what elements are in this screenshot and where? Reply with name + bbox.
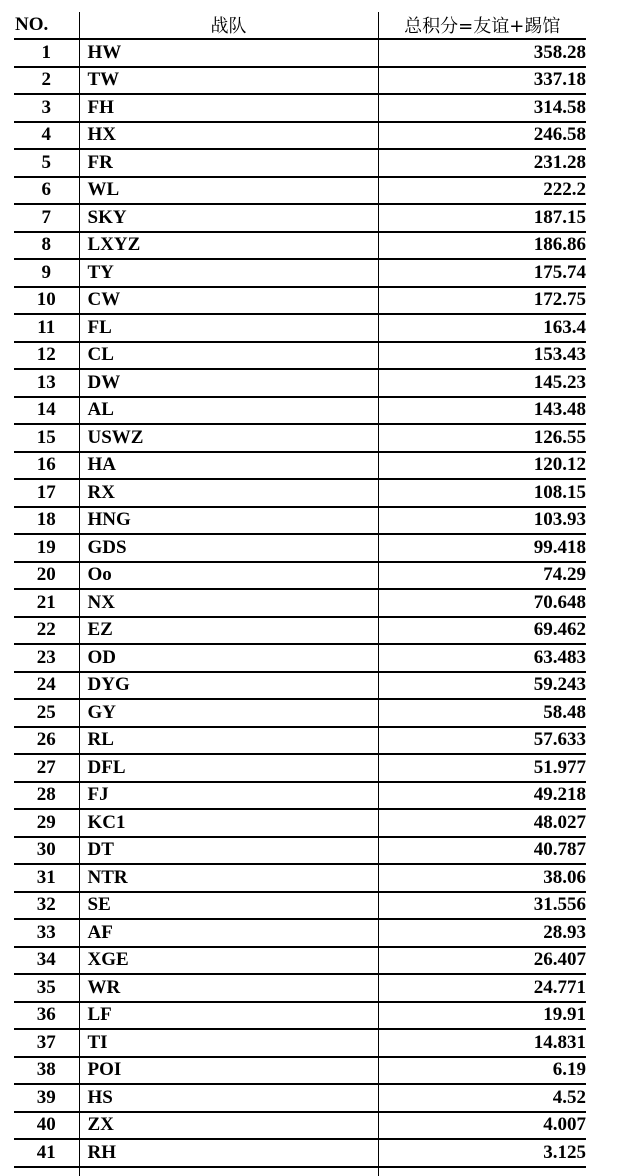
rank-cell: 2 bbox=[14, 67, 79, 95]
score-cell: 40.787 bbox=[378, 837, 586, 865]
score-cell: 57.633 bbox=[378, 727, 586, 755]
score-cell: 6.19 bbox=[378, 1057, 586, 1085]
rank-cell: 19 bbox=[14, 534, 79, 562]
rank-cell: 27 bbox=[14, 754, 79, 782]
table-row bbox=[14, 177, 586, 205]
tail-cell bbox=[79, 1167, 378, 1176]
table-row bbox=[14, 699, 586, 727]
score-cell: 31.556 bbox=[378, 892, 586, 920]
team-cell: XGE bbox=[79, 947, 378, 975]
team-cell: FL bbox=[79, 314, 378, 342]
table-row bbox=[14, 287, 586, 315]
score-cell: 175.74 bbox=[378, 259, 586, 287]
rank-cell: 28 bbox=[14, 782, 79, 810]
table-row bbox=[14, 397, 586, 425]
table-row bbox=[14, 617, 586, 645]
score-cell: 143.48 bbox=[378, 397, 586, 425]
ranking-table bbox=[14, 12, 586, 1176]
score-cell: 59.243 bbox=[378, 672, 586, 700]
table-row bbox=[14, 314, 586, 342]
table-row bbox=[14, 754, 586, 782]
score-cell: 246.58 bbox=[378, 122, 586, 150]
table-row bbox=[14, 562, 586, 590]
team-cell: AL bbox=[79, 397, 378, 425]
table-row bbox=[14, 39, 586, 67]
team-cell: WL bbox=[79, 177, 378, 205]
score-cell: 126.55 bbox=[378, 424, 586, 452]
table-row bbox=[14, 1002, 586, 1030]
rank-cell: 6 bbox=[14, 177, 79, 205]
rank-cell: 25 bbox=[14, 699, 79, 727]
table-row bbox=[14, 122, 586, 150]
rank-cell: 16 bbox=[14, 452, 79, 480]
score-cell: 163.4 bbox=[378, 314, 586, 342]
rank-cell: 3 bbox=[14, 94, 79, 122]
table-row bbox=[14, 479, 586, 507]
table-row bbox=[14, 919, 586, 947]
team-cell: GY bbox=[79, 699, 378, 727]
rank-cell: 37 bbox=[14, 1029, 79, 1057]
table-tail-row bbox=[14, 1167, 586, 1176]
table-row bbox=[14, 259, 586, 287]
team-cell: DW bbox=[79, 369, 378, 397]
team-cell: TY bbox=[79, 259, 378, 287]
table-row bbox=[14, 232, 586, 260]
table-row bbox=[14, 809, 586, 837]
table-body bbox=[14, 39, 586, 1167]
rank-cell: 38 bbox=[14, 1057, 79, 1085]
rank-cell: 9 bbox=[14, 259, 79, 287]
score-cell: 49.218 bbox=[378, 782, 586, 810]
team-cell: LF bbox=[79, 1002, 378, 1030]
rank-cell: 32 bbox=[14, 892, 79, 920]
table-row bbox=[14, 947, 586, 975]
rank-cell: 1 bbox=[14, 39, 79, 67]
rank-cell: 18 bbox=[14, 507, 79, 535]
team-cell: CW bbox=[79, 287, 378, 315]
team-cell: HS bbox=[79, 1084, 378, 1112]
rank-cell: 41 bbox=[14, 1139, 79, 1167]
score-cell: 63.483 bbox=[378, 644, 586, 672]
table-row bbox=[14, 369, 586, 397]
rank-cell: 31 bbox=[14, 864, 79, 892]
rank-cell: 17 bbox=[14, 479, 79, 507]
rank-cell: 23 bbox=[14, 644, 79, 672]
table-row bbox=[14, 534, 586, 562]
team-cell: SE bbox=[79, 892, 378, 920]
team-cell: ZX bbox=[79, 1112, 378, 1140]
table-row bbox=[14, 644, 586, 672]
rank-cell: 30 bbox=[14, 837, 79, 865]
rank-cell: 4 bbox=[14, 122, 79, 150]
rank-cell: 21 bbox=[14, 589, 79, 617]
score-cell: 231.28 bbox=[378, 149, 586, 177]
table-row bbox=[14, 1112, 586, 1140]
team-cell: DFL bbox=[79, 754, 378, 782]
score-cell: 337.18 bbox=[378, 67, 586, 95]
rank-cell: 33 bbox=[14, 919, 79, 947]
team-cell: FJ bbox=[79, 782, 378, 810]
rank-cell: 20 bbox=[14, 562, 79, 590]
table-row bbox=[14, 507, 586, 535]
table-row bbox=[14, 672, 586, 700]
rank-cell: 36 bbox=[14, 1002, 79, 1030]
ranking-sheet bbox=[14, 12, 586, 1176]
header-score: 总积分=友谊+踢馆 bbox=[378, 12, 586, 39]
table-row bbox=[14, 589, 586, 617]
table-row bbox=[14, 837, 586, 865]
team-cell: AF bbox=[79, 919, 378, 947]
score-cell: 24.771 bbox=[378, 974, 586, 1002]
score-cell: 172.75 bbox=[378, 287, 586, 315]
score-cell: 187.15 bbox=[378, 204, 586, 232]
team-cell: FR bbox=[79, 149, 378, 177]
score-cell: 69.462 bbox=[378, 617, 586, 645]
table-row bbox=[14, 974, 586, 1002]
table-row bbox=[14, 149, 586, 177]
team-cell: FH bbox=[79, 94, 378, 122]
rank-cell: 13 bbox=[14, 369, 79, 397]
score-cell: 108.15 bbox=[378, 479, 586, 507]
rank-cell: 5 bbox=[14, 149, 79, 177]
team-cell: USWZ bbox=[79, 424, 378, 452]
table-row bbox=[14, 67, 586, 95]
team-cell: NX bbox=[79, 589, 378, 617]
table-row bbox=[14, 1029, 586, 1057]
table-row bbox=[14, 782, 586, 810]
header-row bbox=[14, 12, 586, 39]
score-cell: 48.027 bbox=[378, 809, 586, 837]
rank-cell: 34 bbox=[14, 947, 79, 975]
rank-cell: 26 bbox=[14, 727, 79, 755]
team-cell: POI bbox=[79, 1057, 378, 1085]
score-cell: 222.2 bbox=[378, 177, 586, 205]
score-cell: 38.06 bbox=[378, 864, 586, 892]
table-row bbox=[14, 1057, 586, 1085]
team-cell: TW bbox=[79, 67, 378, 95]
header-team: 战队 bbox=[79, 12, 378, 39]
team-cell: LXYZ bbox=[79, 232, 378, 260]
score-cell: 314.58 bbox=[378, 94, 586, 122]
score-cell: 58.48 bbox=[378, 699, 586, 727]
score-cell: 99.418 bbox=[378, 534, 586, 562]
team-cell: DYG bbox=[79, 672, 378, 700]
team-cell: KC1 bbox=[79, 809, 378, 837]
team-cell: RL bbox=[79, 727, 378, 755]
score-cell: 19.91 bbox=[378, 1002, 586, 1030]
rank-cell: 22 bbox=[14, 617, 79, 645]
table-row bbox=[14, 1084, 586, 1112]
table-row bbox=[14, 727, 586, 755]
score-cell: 3.125 bbox=[378, 1139, 586, 1167]
team-cell: HA bbox=[79, 452, 378, 480]
score-cell: 4.52 bbox=[378, 1084, 586, 1112]
rank-cell: 11 bbox=[14, 314, 79, 342]
team-cell: WR bbox=[79, 974, 378, 1002]
team-cell: TI bbox=[79, 1029, 378, 1057]
team-cell: CL bbox=[79, 342, 378, 370]
score-cell: 28.93 bbox=[378, 919, 586, 947]
team-cell: NTR bbox=[79, 864, 378, 892]
team-cell: RH bbox=[79, 1139, 378, 1167]
score-cell: 26.407 bbox=[378, 947, 586, 975]
table-row bbox=[14, 864, 586, 892]
tail-cell bbox=[378, 1167, 586, 1176]
table-row bbox=[14, 1139, 586, 1167]
score-cell: 70.648 bbox=[378, 589, 586, 617]
rank-cell: 29 bbox=[14, 809, 79, 837]
rank-cell: 14 bbox=[14, 397, 79, 425]
rank-cell: 24 bbox=[14, 672, 79, 700]
table-row bbox=[14, 892, 586, 920]
rank-cell: 8 bbox=[14, 232, 79, 260]
table-row bbox=[14, 342, 586, 370]
table-row bbox=[14, 204, 586, 232]
rank-cell: 35 bbox=[14, 974, 79, 1002]
team-cell: HNG bbox=[79, 507, 378, 535]
team-cell: HW bbox=[79, 39, 378, 67]
rank-cell: 10 bbox=[14, 287, 79, 315]
score-cell: 358.28 bbox=[378, 39, 586, 67]
team-cell: DT bbox=[79, 837, 378, 865]
team-cell: RX bbox=[79, 479, 378, 507]
score-cell: 4.007 bbox=[378, 1112, 586, 1140]
team-cell: GDS bbox=[79, 534, 378, 562]
rank-cell: 15 bbox=[14, 424, 79, 452]
tail-cell bbox=[14, 1167, 79, 1176]
team-cell: Oo bbox=[79, 562, 378, 590]
score-cell: 153.43 bbox=[378, 342, 586, 370]
table-row bbox=[14, 94, 586, 122]
header-no: NO. bbox=[14, 12, 79, 39]
team-cell: SKY bbox=[79, 204, 378, 232]
score-cell: 14.831 bbox=[378, 1029, 586, 1057]
team-cell: EZ bbox=[79, 617, 378, 645]
rank-cell: 39 bbox=[14, 1084, 79, 1112]
table-row bbox=[14, 452, 586, 480]
score-cell: 120.12 bbox=[378, 452, 586, 480]
score-cell: 145.23 bbox=[378, 369, 586, 397]
team-cell: HX bbox=[79, 122, 378, 150]
rank-cell: 40 bbox=[14, 1112, 79, 1140]
rank-cell: 7 bbox=[14, 204, 79, 232]
team-cell: OD bbox=[79, 644, 378, 672]
score-cell: 74.29 bbox=[378, 562, 586, 590]
score-cell: 186.86 bbox=[378, 232, 586, 260]
table-row bbox=[14, 424, 586, 452]
score-cell: 51.977 bbox=[378, 754, 586, 782]
rank-cell: 12 bbox=[14, 342, 79, 370]
score-cell: 103.93 bbox=[378, 507, 586, 535]
